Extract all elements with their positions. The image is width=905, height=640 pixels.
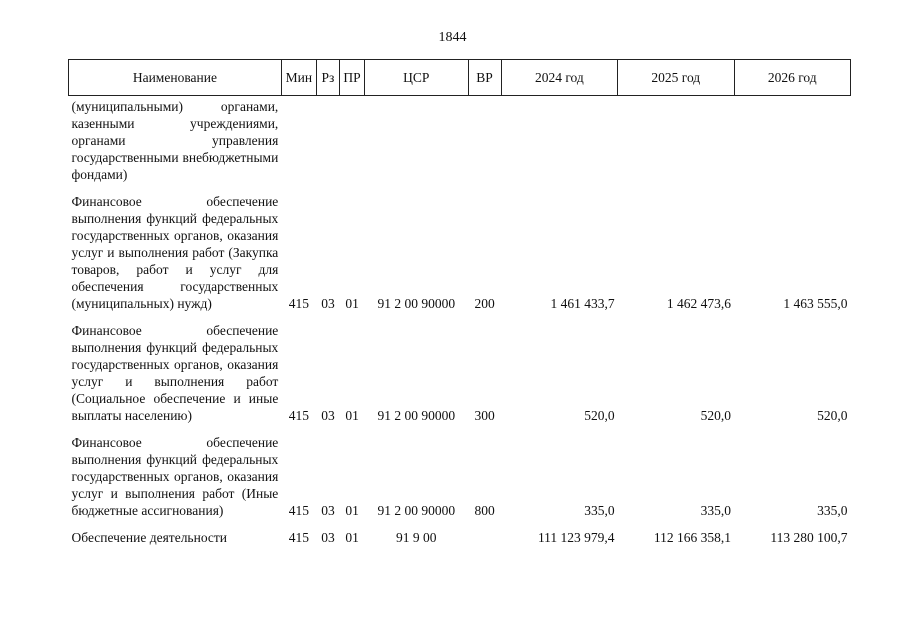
row-2024 xyxy=(501,96,617,194)
row-name: Обеспечение деятельности xyxy=(71,530,228,545)
row-2024: 1 461 433,7 xyxy=(550,296,615,311)
row-2025: 520,0 xyxy=(700,408,731,423)
row-rz xyxy=(316,96,339,194)
table-header xyxy=(69,60,851,96)
row-csr: 91 2 00 90000 xyxy=(377,503,456,518)
row-2025: 1 462 473,6 xyxy=(666,296,731,311)
row-vr: 300 xyxy=(474,408,495,423)
row-name: Финансовое обеспечение выполнения функций федеральных государственных органов, оказания услуг и выполнения работ (Закупка товаров, работ и услуг для обеспечения государственных (муниципальных) нужд) xyxy=(71,194,279,311)
column-header-2024: 2024 год xyxy=(501,60,617,96)
column-header-vr: ВР xyxy=(468,60,501,96)
row-2026: 113 280 100,7 xyxy=(770,530,848,545)
table-body xyxy=(69,96,851,547)
row-2025: 112 166 358,1 xyxy=(653,530,731,545)
row-csr: 91 2 00 90000 xyxy=(377,296,456,311)
row-name: (муниципальными) органами, казенными учреждениями, органами управления государственными внебюджетными фондами) xyxy=(71,99,279,182)
row-csr: 91 2 00 90000 xyxy=(377,408,456,423)
row-rz: 03 xyxy=(321,408,335,423)
row-rz: 03 xyxy=(321,503,335,518)
column-header-csr: ЦСР xyxy=(365,60,468,96)
row-min: 415 xyxy=(288,408,309,423)
table-row xyxy=(69,529,851,546)
row-csr xyxy=(365,96,468,194)
row-min: 415 xyxy=(288,530,309,545)
row-name: Финансовое обеспечение выполнения функций федеральных государственных органов, оказания услуг и выполнения работ (Социальное обеспечение и иные выплаты населению) xyxy=(71,323,279,423)
page-number: 1844 xyxy=(438,30,467,45)
budget-table xyxy=(68,59,851,546)
table-row xyxy=(69,193,851,322)
column-header-2026: 2026 год xyxy=(734,60,851,96)
row-2024: 520,0 xyxy=(584,408,615,423)
row-2025: 335,0 xyxy=(700,503,731,518)
row-pr: 01 xyxy=(345,296,359,311)
column-header-name: Наименование xyxy=(69,60,282,96)
row-vr xyxy=(468,96,501,194)
row-pr: 01 xyxy=(345,503,359,518)
row-2025 xyxy=(618,96,734,194)
row-min: 415 xyxy=(288,296,309,311)
column-header-pr: ПР xyxy=(340,60,365,96)
row-2026: 335,0 xyxy=(817,503,848,518)
row-rz: 03 xyxy=(321,530,335,545)
row-2024: 111 123 979,4 xyxy=(537,530,615,545)
column-header-2025: 2025 год xyxy=(618,60,734,96)
row-min xyxy=(281,96,316,194)
row-vr: 800 xyxy=(474,503,495,518)
column-header-rz: Рз xyxy=(316,60,339,96)
row-2026: 1 463 555,0 xyxy=(783,296,848,311)
row-2024: 335,0 xyxy=(584,503,615,518)
row-2026: 520,0 xyxy=(817,408,848,423)
row-2026 xyxy=(734,96,851,194)
row-pr: 01 xyxy=(345,408,359,423)
row-rz: 03 xyxy=(321,296,335,311)
row-pr: 01 xyxy=(345,530,359,545)
table-row xyxy=(69,434,851,529)
row-vr xyxy=(468,529,501,546)
column-header-min: Мин xyxy=(281,60,316,96)
table-row xyxy=(69,96,851,194)
row-name: Финансовое обеспечение выполнения функций федеральных государственных органов, оказания услуг и выполнения работ (Иные бюджетные ассигнования) xyxy=(71,435,279,518)
row-csr: 91 9 00 xyxy=(396,530,437,545)
row-vr: 200 xyxy=(474,296,495,311)
row-pr xyxy=(340,96,365,194)
table-row xyxy=(69,322,851,434)
row-min: 415 xyxy=(288,503,309,518)
